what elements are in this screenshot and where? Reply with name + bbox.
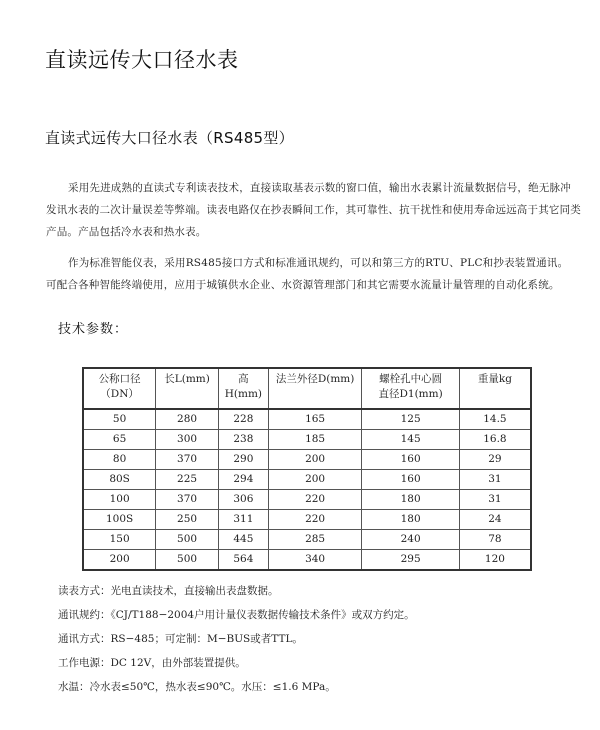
spec-protocol: 通讯规约：《CJ/T188−2004户用计量仪表数据传输技术条件》或双方约定。 xyxy=(58,609,415,621)
cell-flange-diameter: 220 xyxy=(268,510,362,530)
spec-power-supply: 工作电源：DC 12V，由外部装置提供。 xyxy=(58,657,246,669)
cell-weight: 14.5 xyxy=(459,409,531,430)
spec-list xyxy=(58,579,415,699)
text-line: 发讯水表的二次计量误差等弊端。读表电路仅在抄表瞬间工作，其可靠性、抗干扰性和使用寿命远远高于其它同类 xyxy=(46,204,581,216)
header-line: 直径D1(mm) xyxy=(378,388,443,400)
cell-bolt-circle: 160 xyxy=(362,470,460,490)
cell-height: 445 xyxy=(218,530,268,550)
table-row xyxy=(83,550,531,571)
table-body xyxy=(83,409,531,570)
cell-height: 238 xyxy=(218,430,268,450)
cell-weight: 31 xyxy=(459,470,531,490)
header-line: H(mm) xyxy=(224,388,263,400)
cell-dn: 100S xyxy=(83,510,156,530)
cell-height: 290 xyxy=(218,450,268,470)
text-line: 产品。产品包括冷水表和热水表。 xyxy=(46,226,207,238)
cell-length: 225 xyxy=(156,470,219,490)
table-row xyxy=(83,430,531,450)
cell-dn: 200 xyxy=(83,550,156,571)
cell-flange-diameter: 200 xyxy=(268,470,362,490)
cell-dn: 150 xyxy=(83,530,156,550)
cell-weight: 78 xyxy=(459,530,531,550)
cell-bolt-circle: 125 xyxy=(362,409,460,430)
header-line: 法兰外径D(mm) xyxy=(275,373,355,385)
cell-length: 500 xyxy=(156,530,219,550)
header-line: 高 xyxy=(238,373,249,385)
cell-length: 300 xyxy=(156,430,219,450)
column-header-flange-diameter xyxy=(268,368,362,409)
cell-dn: 65 xyxy=(83,430,156,450)
header-line: 公称口径 xyxy=(98,373,141,385)
spec-table xyxy=(82,367,532,571)
cell-flange-diameter: 165 xyxy=(268,409,362,430)
cell-height: 311 xyxy=(218,510,268,530)
cell-weight: 31 xyxy=(459,490,531,510)
table-row xyxy=(83,409,531,430)
table-row xyxy=(83,490,531,510)
header-line: （DN） xyxy=(100,388,139,400)
table-header-row xyxy=(83,368,531,409)
cell-height: 294 xyxy=(218,470,268,490)
product-subtitle: 直读式远传大口径水表（RS485型） xyxy=(45,129,294,147)
spec-reading-method: 读表方式：光电直读技术，直接输出表盘数据。 xyxy=(58,585,279,597)
column-header-weight xyxy=(459,368,531,409)
column-header-length xyxy=(156,368,219,409)
cell-dn: 100 xyxy=(83,490,156,510)
cell-length: 370 xyxy=(156,450,219,470)
header-line: 重量kg xyxy=(477,373,512,385)
cell-flange-diameter: 220 xyxy=(268,490,362,510)
table-row xyxy=(83,510,531,530)
cell-height: 228 xyxy=(218,409,268,430)
column-header-height xyxy=(218,368,268,409)
cell-weight: 16.8 xyxy=(459,430,531,450)
cell-bolt-circle: 160 xyxy=(362,450,460,470)
column-header-dn xyxy=(83,368,156,409)
cell-bolt-circle: 180 xyxy=(362,510,460,530)
intro-paragraph-1 xyxy=(46,177,581,243)
intro-paragraph-2 xyxy=(46,252,569,296)
cell-flange-diameter: 185 xyxy=(268,430,362,450)
header-line: 螺栓孔中心圆 xyxy=(379,373,443,385)
cell-length: 250 xyxy=(156,510,219,530)
cell-flange-diameter: 340 xyxy=(268,550,362,571)
cell-dn: 50 xyxy=(83,409,156,430)
cell-weight: 120 xyxy=(459,550,531,571)
cell-height: 564 xyxy=(218,550,268,571)
cell-bolt-circle: 295 xyxy=(362,550,460,571)
header-line: 长L(mm) xyxy=(164,373,210,385)
table-row xyxy=(83,450,531,470)
cell-weight: 29 xyxy=(459,450,531,470)
table-row xyxy=(83,530,531,550)
cell-bolt-circle: 180 xyxy=(362,490,460,510)
table-row xyxy=(83,470,531,490)
cell-length: 280 xyxy=(156,409,219,430)
page-title: 直读远传大口径水表 xyxy=(45,48,239,72)
text-line: 采用先进成熟的直读式专利读表技术，直接读取基表示数的窗口值，输出水表累计流量数据信号，绝无脉冲 xyxy=(68,182,571,194)
cell-weight: 24 xyxy=(459,510,531,530)
spec-temperature-pressure: 水温：冷水表≤50℃，热水表≤90℃。水压：≤1.6 MPa。 xyxy=(58,681,336,693)
column-header-bolt-circle xyxy=(362,368,460,409)
text-line: 作为标准智能仪表，采用RS485接口方式和标准通讯规约，可以和第三方的RTU、PLC和抄表装置通讯。 xyxy=(68,257,569,269)
cell-dn: 80S xyxy=(83,470,156,490)
cell-flange-diameter: 285 xyxy=(268,530,362,550)
cell-bolt-circle: 145 xyxy=(362,430,460,450)
text-line: 可配合各种智能终端使用，应用于城镇供水企业、水资源管理部门和其它需要水流量计量管理的自动化系统。 xyxy=(46,279,560,291)
cell-height: 306 xyxy=(218,490,268,510)
cell-dn: 80 xyxy=(83,450,156,470)
section-title-tech-params: 技术参数： xyxy=(58,322,129,337)
cell-flange-diameter: 200 xyxy=(268,450,362,470)
cell-length: 500 xyxy=(156,550,219,571)
cell-bolt-circle: 240 xyxy=(362,530,460,550)
spec-comm-method: 通讯方式：RS−485；可定制：M−BUS或者TTL。 xyxy=(58,633,303,645)
cell-length: 370 xyxy=(156,490,219,510)
